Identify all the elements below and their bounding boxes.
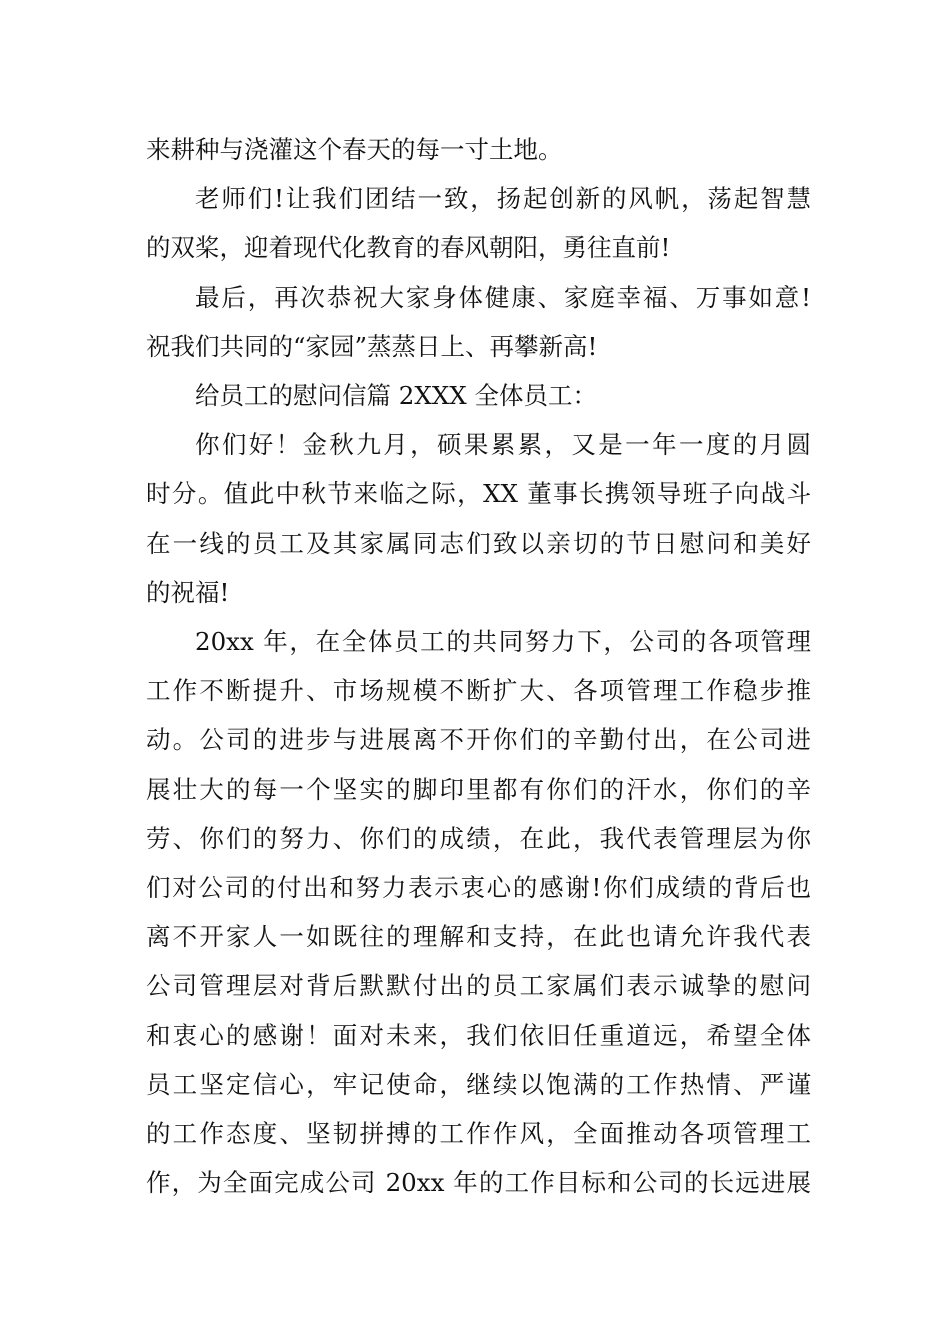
document-line: 离不开家人一如既往的理解和支持，在此也请允许我代表 [146,922,811,952]
document-line: 来耕种与浇灌这个春天的每一寸土地。 [146,135,563,164]
document-line: 你们好！金秋九月，硕果累累，又是一年一度的月圆 [195,430,811,460]
document-body [146,125,811,1207]
document-line: 最后，再次恭祝大家身体健康、家庭幸福、万事如意! [195,282,811,312]
document-line: 动。公司的进步与进展离不开你们的辛勤付出，在公司进 [146,725,811,755]
document-line: 在一线的员工及其家属同志们致以亲切的节日慰问和美好 [146,528,811,558]
document-line: 们对公司的付出和努力表示衷心的感谢!你们成绩的背后也 [146,873,811,903]
document-line: 给员工的慰问信篇 2XXX 全体员工： [195,381,597,411]
document-line: 的双桨，迎着现代化教育的春风朝阳，勇往直前! [146,233,671,263]
document-line: 员工坚定信心，牢记使命，继续以饱满的工作热情、严谨 [146,1069,811,1099]
document-line: 的工作态度、坚韧拼搏的工作作风，全面推动各项管理工 [146,1119,811,1149]
document-line: 工作不断提升、市场规模不断扩大、各项管理工作稳步推 [146,676,811,706]
document-line: 劳、你们的努力、你们的成绩，在此，我代表管理层为你 [146,823,811,853]
document-line: 展壮大的每一个坚实的脚印里都有你们的汗水，你们的辛 [146,774,811,804]
document-line: 和衷心的感谢！面对未来，我们依旧任重道远，希望全体 [146,1020,811,1050]
document-line: 20xx 年，在全体员工的共同努力下，公司的各项管理 [195,627,811,657]
document-line: 老师们!让我们团结一致，扬起创新的风帆，荡起智慧 [195,184,811,214]
document-line: 公司管理层对背后默默付出的员工家属们表示诚挚的慰问 [146,971,811,1001]
document-line: 作，为全面完成公司 20xx 年的工作目标和公司的长远进展 [146,1168,811,1198]
document-line: 的祝福! [146,577,230,607]
document-line: 时分。值此中秋节来临之际，XX 董事长携领导班子向战斗 [146,479,811,509]
document-line: 祝我们共同的“家园”蒸蒸日上、再攀新高! [146,331,598,361]
